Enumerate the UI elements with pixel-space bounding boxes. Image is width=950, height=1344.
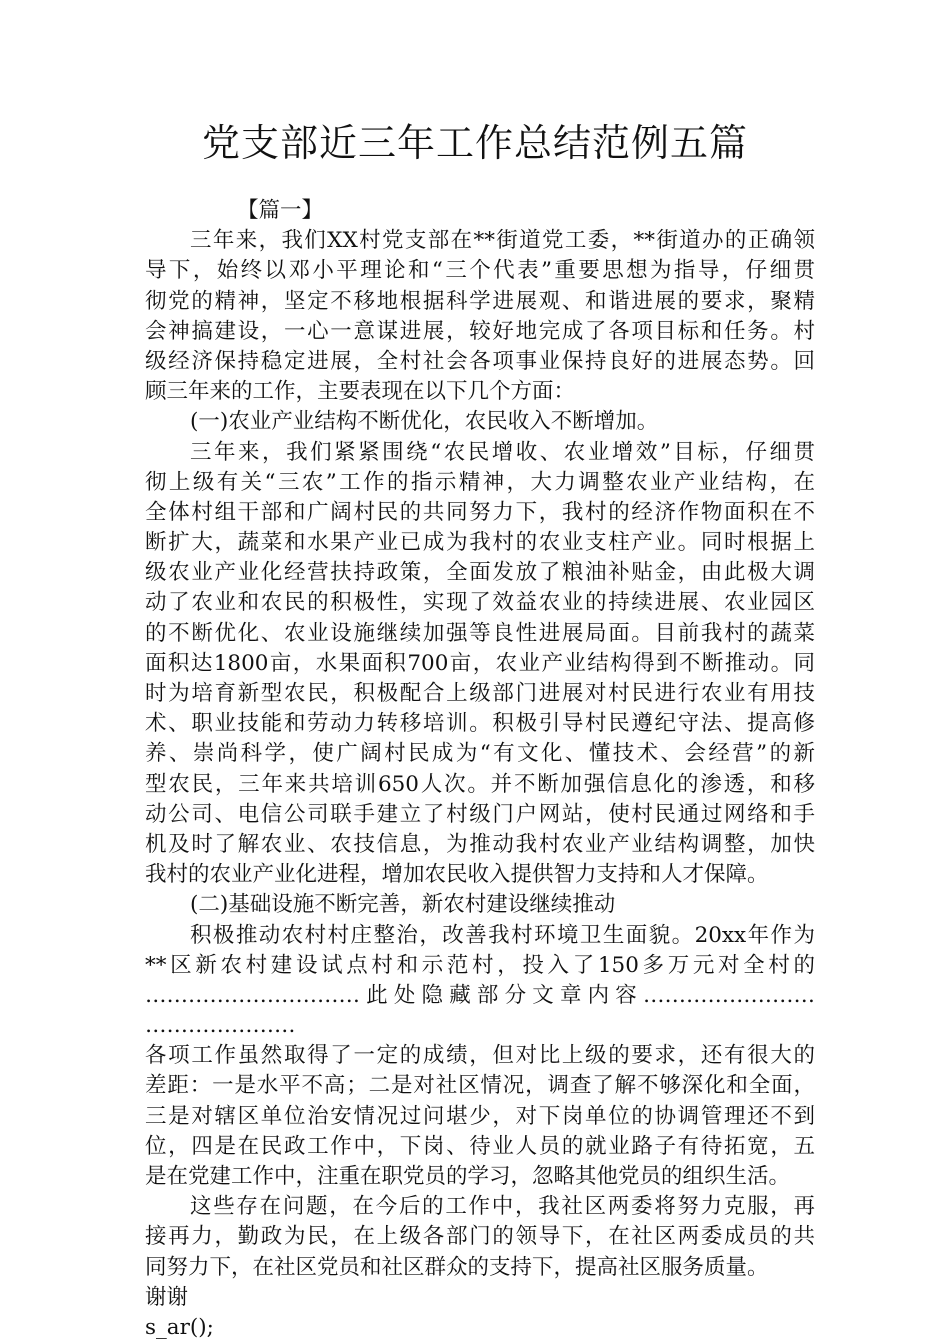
paragraph-line: 的不断优化、农业设施继续加强等良性进展局面。目前我村的蔬菜 <box>145 620 815 646</box>
paragraph-line: 级农业产业化经营扶持政策，全面发放了粮油补贴金，由此极大调 <box>145 560 815 586</box>
paragraph-line: 同努力下，在社区党员和社区群众的支持下，提高社区服务质量。 <box>145 1254 769 1280</box>
paragraph-line: 彻党的精神，坚定不移地根据科学进展观、和谐进展的要求，聚精 <box>145 288 815 314</box>
document-body <box>145 196 815 1343</box>
paragraph-line: 术、职业技能和劳动力转移培训。积极引导村民遵纪守法、提高修 <box>145 711 815 737</box>
paragraph-line: 位，四是在民政工作中，下岗、待业人员的就业路子有待拓宽，五 <box>145 1133 815 1159</box>
paragraph-line: 型农民，三年来共培训650人次。并不断加强信息化的渗透，和移 <box>145 771 815 797</box>
paragraph-line: 动了农业和农民的积极性，实现了效益农业的持续进展、农业园区 <box>145 590 815 616</box>
paragraph-line: 是在党建工作中，注重在职党员的学习，忽略其他党员的组织生活。 <box>145 1164 791 1189</box>
script-code-line: s_ar(); <box>145 1314 214 1340</box>
paragraph-line: 积极推动农村村庄整治，改善我村环境卫生面貌。20xx年作为 <box>190 922 815 948</box>
subsection-heading: (二)基础设施不断完善，新农村建设继续推动 <box>190 892 616 918</box>
paragraph-line: 差距：一是水平不高；二是对社区情况，调查了解不够深化和全面， <box>145 1073 815 1099</box>
paragraph-line: 三是对辖区单位治安情况过问堪少，对下岗单位的协调管理还不到 <box>145 1103 815 1129</box>
paragraph-line: 这些存在问题，在今后的工作中，我社区两委将努力克服，再 <box>190 1194 815 1220</box>
closing-line: 谢谢 <box>145 1284 189 1310</box>
hidden-content-notice: …………………………此处隐藏部分文章内容…………………… <box>145 982 815 1008</box>
paragraph-line: 时为培育新型农民，积极配合上级部门进展对村民进行农业有用技 <box>145 681 815 706</box>
paragraph-line: 彻上级有关“三农”工作的指示精神，大力调整农业产业结构，在 <box>145 469 815 495</box>
paragraph-line: 机及时了解农业、农技信息，为推动我村农业产业结构调整，加快 <box>145 831 815 857</box>
paragraph-line: 面积达1800亩，水果面积700亩，农业产业结构得到不断推动。同 <box>145 650 815 676</box>
subsection-heading: (一)农业产业结构不断优化，农民收入不断增加。 <box>190 409 659 435</box>
hidden-content-notice: ………………… <box>145 1013 296 1039</box>
paragraph-line: 动公司、电信公司联手建立了村级门户网站，使村民通过网络和手 <box>145 801 815 827</box>
paragraph-line: 导下，始终以邓小平理论和“三个代表”重要思想为指导，仔细贯 <box>145 258 815 284</box>
document-title: 党支部近三年工作总结范例五篇 <box>201 121 748 165</box>
paragraph-line: 三年来，我们紧紧围绕“农民增收、农业增效”目标，仔细贯 <box>190 439 815 465</box>
paragraph-line: 顾三年来的工作，主要表现在以下几个方面： <box>145 379 576 405</box>
paragraph-line: 级经济保持稳定进展，全村社会各项事业保持良好的进展态势。回 <box>145 348 815 374</box>
paragraph-line: 三年来，我们XX村党支部在**街道党工委，**街道办的正确领 <box>190 228 815 254</box>
paragraph-line: 断扩大，蔬菜和水果产业已成为我村的农业支柱产业。同时根据上 <box>145 530 815 556</box>
paragraph-line: 养、崇尚科学，使广阔村民成为“有文化、懂技术、会经营”的新 <box>145 741 815 767</box>
section-heading: 【篇一】 <box>237 198 324 223</box>
paragraph-line: 会神搞建设，一心一意谋进展，较好地完成了各项目标和任务。村 <box>145 318 815 344</box>
paragraph-line: 全体村组干部和广阔村民的共同努力下，我村的经济作物面积在不 <box>145 499 815 525</box>
paragraph-line: **区新农村建设试点村和示范村，投入了150多万元对全村的 <box>145 952 815 978</box>
paragraph-line: 接再力，勤政为民，在上级各部门的领导下，在社区两委成员的共 <box>145 1224 815 1250</box>
paragraph-line: 各项工作虽然取得了一定的成绩，但对比上级的要求，还有很大的 <box>145 1043 815 1069</box>
paragraph-line: 我村的农业产业化进程，增加农民收入提供智力支持和人才保障。 <box>145 862 769 888</box>
